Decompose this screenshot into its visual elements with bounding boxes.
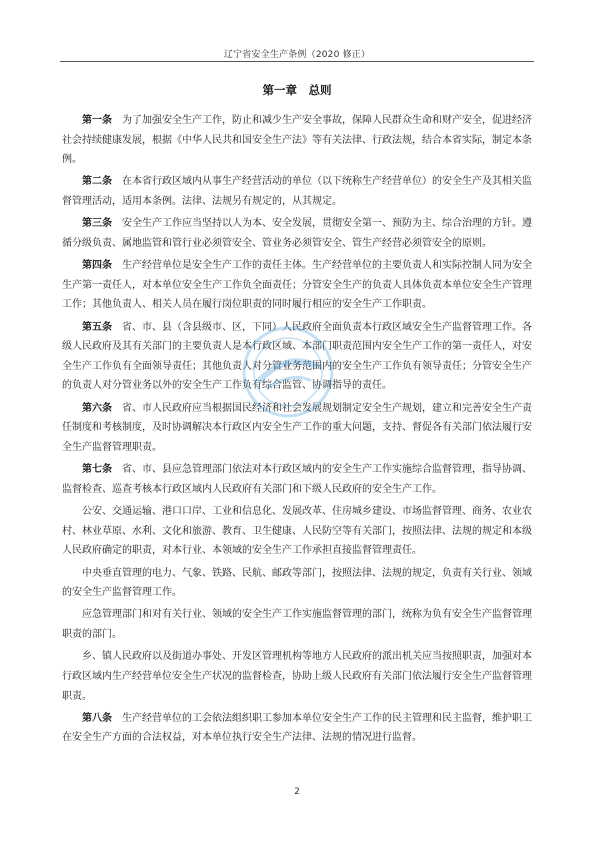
article-number: 第四条 xyxy=(82,260,112,272)
article-text: 在本省行政区域内从事生产经营活动的单位（以下统称生产经营单位）的安全生产及其相关监督管理活动，适用本条例。法律、法规另有规定的，从其规定。 xyxy=(62,176,532,208)
running-header: 辽宁省安全生产条例（2020 修正） xyxy=(223,50,371,60)
paragraph-article-3 xyxy=(62,214,532,253)
paragraph-article-2 xyxy=(62,172,532,211)
article-text: 省、市、县（含县级市、区，下同）人民政府全面负责本行政区域安全生产监督管理工作。各级人民政府及其有关部门的主要负责人是本行政区域、本部门职责范围内安全生产工作的第一责任人，对安全生产工作负有全面领导责任；其他负责人对分管业务范围内的安全生产工作负有领导责任；分管安全生产的负责人对分管业务以外的安全生产工作负有综合监管、协调指导的责任。 xyxy=(62,321,532,392)
paragraph-article-7-clause-4 xyxy=(62,605,532,644)
article-text: 省、市人民政府应当根据国民经济和社会发展规划制定安全生产规划，建立和完善安全生产责任制度和考核制度，及时协调解决本行政区内安全生产工作的重大问题，支持、督促各有关部门依法履行安全生产监督管理职责。 xyxy=(62,402,532,453)
paragraph-text: 乡、镇人民政府以及街道办事处、开发区管理机构等地方人民政府的派出机关应当按照职责，加强对本行政区域内生产经营单位安全生产状况的监督检查，协助上级人民政府有关部门依法履行安全生产监督管理职责。 xyxy=(62,651,532,702)
paragraph-text: 公安、交通运输、港口口岸、工业和信息化、发展改革、住房城乡建设、市场监督管理、商务、农业农村、林业草原、水利、文化和旅游、教育、卫生健康、人民防空等有关部门，按照法律、法规的规定和本级人民政府确定的职责，对本行业、本领域的安全生产工作承担直接监督管理责任。 xyxy=(62,506,532,557)
article-text: 省、市、县应急管理部门依法对本行政区域内的安全生产工作实施综合监督管理，指导协调、监督检查、巡查考核本行政区域内人民政府有关部门和下级人民政府的安全生产工作。 xyxy=(62,464,532,495)
article-number: 第五条 xyxy=(82,321,112,333)
paragraph-article-7-clause-5 xyxy=(62,647,532,706)
paragraph-article-4 xyxy=(62,256,532,315)
article-number: 第二条 xyxy=(82,176,112,188)
article-text: 生产经营单位是安全生产工作的责任主体。生产经营单位的主要负责人和实际控制人同为安全生产第一责任人，对本单位安全生产工作负全面责任；分管安全生产的负责人具体负责本单位安全生产管理工作；其他负责人、相关人员在履行岗位职责的同时履行相应的安全生产工作职责。 xyxy=(62,260,532,311)
article-number: 第六条 xyxy=(82,402,112,414)
paragraph-article-8 xyxy=(62,709,532,748)
article-text: 生产经营单位的工会依法组织职工参加本单位安全生产工作的民主管理和民主监督，维护职工在安全生产方面的合法权益，对本单位执行安全生产法律、法规的情况进行监督。 xyxy=(62,712,532,744)
article-text: 为了加强安全生产工作，防止和减少生产安全事故，保障人民群众生命和财产安全，促进经济社会持续健康发展，根据《中华人民共和国安全生产法》等有关法律、行政法规，结合本省实际，制定本条例。 xyxy=(62,115,532,166)
page-number: 2 xyxy=(294,787,300,797)
paragraph-text: 应急管理部门和对有关行业、领域的安全生产工作实施监督管理的部门，统称为负有安全生产监督管理职责的部门。 xyxy=(62,609,532,641)
article-number: 第三条 xyxy=(82,218,112,230)
chapter-title: 第一章 总则 xyxy=(262,83,332,97)
watermark-stamp-icon xyxy=(238,322,338,422)
paragraph-article-7-clause-3 xyxy=(62,564,532,603)
article-number: 第一条 xyxy=(82,115,112,126)
paragraph-article-7-clause-2 xyxy=(62,502,532,561)
article-number: 第八条 xyxy=(82,712,112,724)
paragraph-text: 中央垂直管理的电力、气象、铁路、民航、邮政等部门，按照法律、法规的规定，负责有关行业、领域的安全生产监督管理工作。 xyxy=(62,567,532,599)
header-rule xyxy=(60,61,534,62)
paragraph-article-1 xyxy=(62,111,532,170)
body-text xyxy=(62,111,532,751)
article-text: 安全生产工作应当坚持以人为本、安全发展，贯彻安全第一、预防为主、综合治理的方针。遵循分级负责、属地监管和管行业必须管安全、管业务必须管安全、管生产经营必须管安全的原则。 xyxy=(62,218,532,249)
paragraph-article-7 xyxy=(62,460,532,499)
article-number: 第七条 xyxy=(82,464,112,476)
